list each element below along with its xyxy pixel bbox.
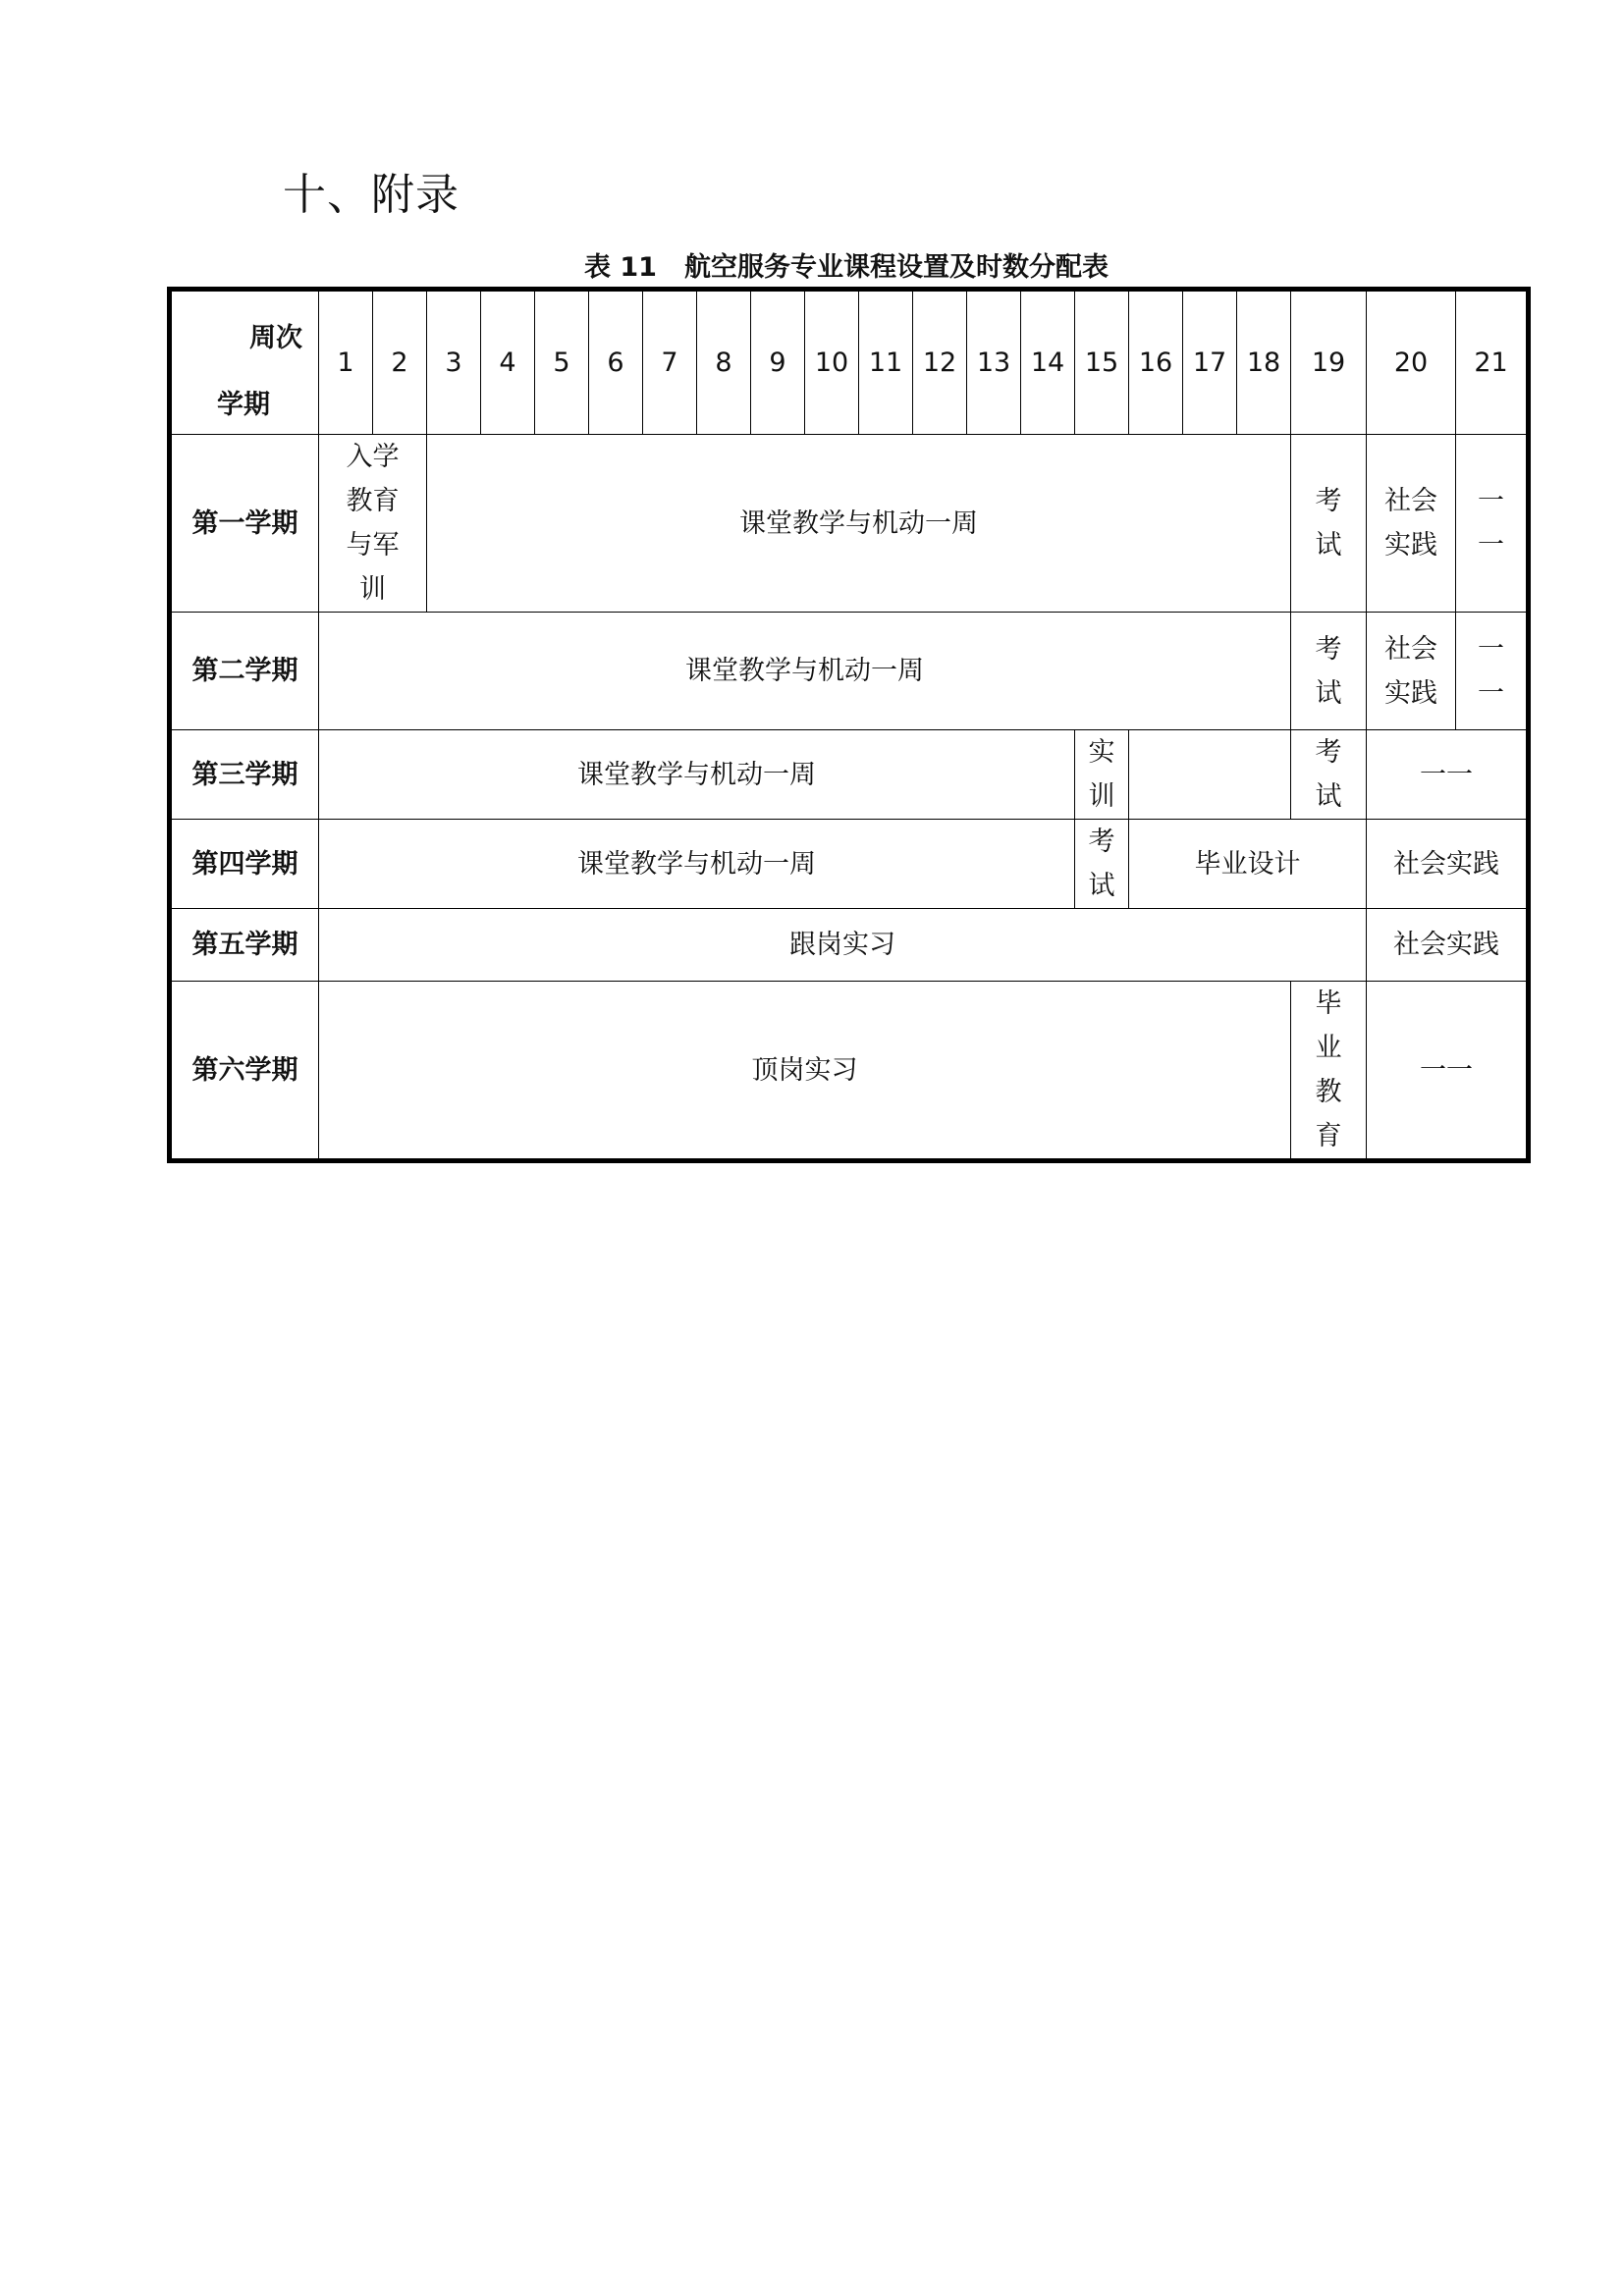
section-title: 十、附录 xyxy=(283,170,460,220)
cell-line: 一 xyxy=(1478,486,1504,516)
cell-line: 训 xyxy=(1088,781,1115,812)
schedule-cell-empty xyxy=(1129,730,1291,820)
schedule-cell: 跟岗实习 xyxy=(319,909,1367,982)
schedule-cell xyxy=(1075,730,1129,820)
cell-line: 试 xyxy=(1088,871,1115,901)
cell-line: 社会 xyxy=(1384,633,1437,665)
week-number: 11 xyxy=(859,290,913,435)
week-number: 19 xyxy=(1291,290,1367,435)
week-number: 6 xyxy=(589,290,643,435)
week-number: 2 xyxy=(373,290,427,435)
week-number: 21 xyxy=(1456,290,1529,435)
cell-line: 育 xyxy=(1315,1121,1342,1151)
schedule-cell xyxy=(1367,613,1456,730)
schedule-cell: 毕业设计 xyxy=(1129,820,1367,909)
cell-line: 一 xyxy=(1478,633,1504,665)
cell-line: 一 xyxy=(1478,677,1504,709)
cell-line: 考 xyxy=(1315,486,1342,516)
cell-line: 教 xyxy=(1315,1077,1342,1107)
week-number: 3 xyxy=(427,290,481,435)
semester-row xyxy=(170,730,1529,820)
schedule-cell: 课堂教学与机动一周 xyxy=(427,435,1291,613)
week-number: 4 xyxy=(481,290,535,435)
week-number: 18 xyxy=(1237,290,1291,435)
table-number: 表 11 xyxy=(584,252,657,283)
semester-row xyxy=(170,909,1529,982)
header-row xyxy=(170,290,1529,435)
cell-line: 训 xyxy=(359,574,386,605)
semester-row xyxy=(170,820,1529,909)
schedule-cell xyxy=(1291,435,1367,613)
cell-line: 一 xyxy=(1478,530,1504,561)
schedule-cell xyxy=(1291,730,1367,820)
schedule-cell: 社会实践 xyxy=(1367,820,1529,909)
cell-line: 实 xyxy=(1088,737,1115,768)
semester-label: 第一学期 xyxy=(170,435,319,613)
week-number: 10 xyxy=(805,290,859,435)
table-caption xyxy=(167,245,1526,284)
cell-line: 试 xyxy=(1315,677,1342,709)
corner-cell xyxy=(170,290,319,435)
schedule-cell xyxy=(1367,435,1456,613)
cell-line: 考 xyxy=(1315,633,1342,665)
cell-line: 考 xyxy=(1315,737,1342,768)
week-number: 20 xyxy=(1367,290,1456,435)
week-number: 16 xyxy=(1129,290,1183,435)
cell-line: 实践 xyxy=(1384,530,1437,561)
week-number: 8 xyxy=(697,290,751,435)
cell-line: 考 xyxy=(1088,827,1115,857)
corner-semester-label: 学期 xyxy=(217,390,270,420)
cell-line: 社会 xyxy=(1384,486,1437,516)
semester-row xyxy=(170,613,1529,730)
cell-line: 实践 xyxy=(1384,677,1437,709)
week-number: 15 xyxy=(1075,290,1129,435)
week-number: 7 xyxy=(643,290,697,435)
schedule-cell: 社会实践 xyxy=(1367,909,1529,982)
schedule-cell: 课堂教学与机动一周 xyxy=(319,613,1291,730)
semester-label: 第四学期 xyxy=(170,820,319,909)
schedule-cell xyxy=(319,435,427,613)
schedule-cell: 课堂教学与机动一周 xyxy=(319,730,1075,820)
schedule-cell xyxy=(1291,982,1367,1161)
week-number: 9 xyxy=(751,290,805,435)
week-number: 12 xyxy=(913,290,967,435)
cell-line: 试 xyxy=(1315,530,1342,561)
schedule-cell xyxy=(1291,613,1367,730)
cell-line: 与军 xyxy=(346,530,400,561)
week-number: 13 xyxy=(967,290,1021,435)
corner-week-label: 周次 xyxy=(249,323,302,353)
week-number: 5 xyxy=(535,290,589,435)
schedule-cell: 一一 xyxy=(1367,730,1529,820)
schedule-cell: 顶岗实习 xyxy=(319,982,1291,1161)
semester-label: 第六学期 xyxy=(170,982,319,1161)
schedule-cell xyxy=(1456,613,1529,730)
schedule-table xyxy=(167,287,1531,1163)
cell-line: 业 xyxy=(1315,1033,1342,1063)
table-title: 航空服务专业课程设置及时数分配表 xyxy=(683,252,1109,283)
schedule-cell xyxy=(1075,820,1129,909)
week-number: 17 xyxy=(1183,290,1237,435)
cell-line: 教育 xyxy=(346,486,400,516)
semester-label: 第三学期 xyxy=(170,730,319,820)
cell-line: 入学 xyxy=(346,442,400,472)
schedule-cell: 一一 xyxy=(1367,982,1529,1161)
schedule-cell xyxy=(1456,435,1529,613)
cell-line: 毕 xyxy=(1315,988,1342,1019)
semester-row xyxy=(170,982,1529,1161)
week-number: 14 xyxy=(1021,290,1075,435)
semester-label: 第二学期 xyxy=(170,613,319,730)
cell-line: 试 xyxy=(1315,781,1342,812)
semester-row xyxy=(170,435,1529,613)
week-number: 1 xyxy=(319,290,373,435)
semester-label: 第五学期 xyxy=(170,909,319,982)
schedule-cell: 课堂教学与机动一周 xyxy=(319,820,1075,909)
